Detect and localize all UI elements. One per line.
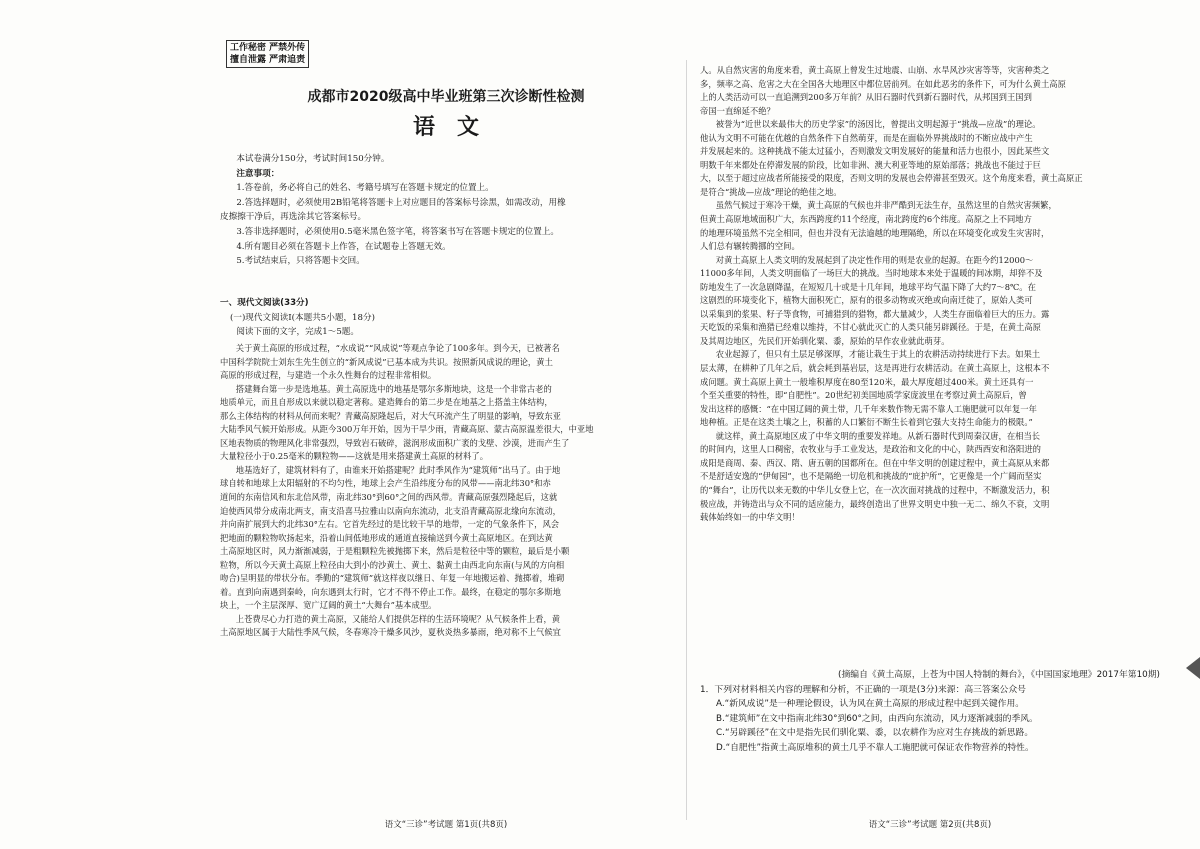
passage-line: 大陆季风气候开始形成。从距今300万年开始，因为干旱少雨，青藏高原、蒙古高原温差很大，中亚地	[220, 424, 594, 435]
question-1	[700, 668, 1160, 755]
passage-line: 帝国一直绵延不绝？	[700, 105, 775, 116]
passage-line: 极应战，并铸造出与众不同的适应能力，最终创造出了世界文明史中独一无二、绵久不衰，文明	[700, 498, 1050, 509]
passage-line: 土高原地区时，风力渐渐减弱，于是粗颗粒先被抛掷下来，然后是粒径中等的颗粒，最后是小颗	[220, 546, 570, 557]
passage-line: 地基选好了，建筑材料有了，由谁来开始搭建呢？此时季风作为“建筑师”出马了。由于地	[235, 464, 561, 475]
passage-line: 中国科学院院士刘东生先生创立的“新风成说”已基本成为共识。按照新风成说的理论，黄土	[220, 356, 553, 367]
passage-line: 关于黄土高原的形成过程，“水成说”“风成说”等观点争论了100多年。到今天，已被著名	[235, 343, 560, 353]
stamp-line-2: 擅自泄露 严肃追责	[230, 55, 306, 65]
passage-line: 防地发生了一次急剧降温，在短短几十或是十几年间，地球平均气温下降了大约7～8℃。在	[700, 281, 1036, 292]
passage-line: 11000多年间，人类文明面临了一场巨大的挑战。当时地球本来处于温暖的间冰期，却猝不及	[700, 268, 1043, 279]
instructions-intro: 本试卷满分150分，考试时间150分钟。	[236, 154, 390, 164]
instructions	[220, 152, 672, 269]
passage-line: 上苍费尽心力打造的黄土高原，又能给人们提供怎样的生活环境呢？从气候条件上看，黄	[235, 613, 561, 624]
exam-title: 成都市2020级高中毕业班第三次诊断性检测	[307, 89, 585, 105]
passage-line: 球自转和地球上太阳辐射的不均匀性，地球上会产生沿纬度分布的风带——南北纬30°和赤	[220, 478, 551, 489]
passage-line: 大，以至于超过应战者所能接受的限度，否则文明的发展也会停滞甚至毁灭。这个角度来看，黄土高原正	[700, 173, 1083, 184]
passage-line: 的“舞台”，让历代以来无数的中华儿女登上它，在一次次面对挑战的过程中，不断激发活力，积	[700, 484, 1050, 495]
passage-line: 着。直到向南遇到秦岭，向东遇到太行时，它才不得不停止工作。最终，在稳定的鄂尔多斯地	[220, 586, 561, 597]
passage-line: 成问题。黄土高原上黄土一般堆积厚度在80至120米，最大厚度超过400米。黄土还具有一	[700, 376, 1034, 387]
note-line: 5.考试结束后，只将答题卡交回。	[236, 256, 365, 267]
passage-line: 区地表物质的物理风化非常强烈，导致岩石破碎，滋润形成面积广袤的戈壁、沙漠，进而产生了	[220, 437, 570, 448]
passage-line: 载体始终如一的中华文明！	[700, 512, 800, 523]
option-a: A.“新风成说”是一种理论假设，认为风在黄土高原的形成过程中起到关键作用。	[716, 699, 1025, 709]
exam-page-2	[700, 40, 1160, 830]
note-line: 4.所有题目必须在答题卡上作答，在试题卷上答题无效。	[236, 241, 451, 252]
passage-line: 以采集到的浆果、籽子等食物，可捕猎到的猎物，都大量减少，人类生存面临着巨大的压力。露	[700, 308, 1050, 319]
passage-line: 多，频率之高、危害之大在全国各大地理区中都位居前列。在如此恶劣的条件下，可为什么黄土高原	[700, 78, 1066, 89]
passage-line: 高原的形成过程，与建造一个永久性舞台的过程非常相似。	[220, 370, 437, 381]
passage-line: 层太薄，在耕种了几年之后，就会耗到基岩层，这是再进行农耕活动。在黄土高原上，这根本不	[700, 363, 1050, 374]
passage-line: 粒物，所以今天黄土高原上粒径由大到小的沙黄土、黄土、黏黄土由西北向东南(与风的方向相	[220, 559, 565, 570]
passage-line: 吻合)呈明显的带状分布。季勤的“建筑师”就这样夜以继日、年复一年地搬运着、抛掷着，堆砌	[220, 573, 565, 584]
note-line: 1.答卷前，务必将自己的姓名、考籍号填写在答题卡规定的位置上。	[236, 183, 494, 194]
page-divider	[686, 60, 687, 820]
note-line: 3.答非选择题时，必须使用0.5毫米黑色签字笔，将答案书写在答题卡规定的位置上。	[236, 226, 559, 237]
passage-line: 并发展起来的。这种挑战不能太过猛小，否则激发文明发展好的能量和活力也很小，因此某些文	[700, 146, 1050, 157]
passage-right	[700, 64, 1160, 525]
passage-line: 不是舒适安逸的“伊甸园”，也不是隔绝一切危机和挑战的“庇护所”，它更像是一个广阔而坚实	[700, 471, 1042, 482]
section-heading: 一、现代文阅读(33分)	[220, 298, 309, 308]
option-d: D.“自肥性”指黄土高原堆积的黄土几乎不靠人工施肥就可保证农作物营养的特性。	[716, 742, 1034, 753]
stamp-line-1: 工作秘密 严禁外传	[230, 43, 306, 53]
passage-line: 是符合“挑战—应战”理论的绝佳之地。	[700, 186, 842, 197]
page-footer: 语文“三诊”考试题 第2页(共8页)	[868, 820, 992, 830]
note-line: 皮擦擦干净后，再选涂其它答案标号。	[220, 212, 367, 223]
passage-line: 人们总有辗转腾挪的空间。	[700, 241, 800, 252]
passage-line: 迫使西风带分成南北两支，南支沿喜马拉雅山以南向东流动，北支沿青藏高原北缘向东流动，	[220, 505, 561, 516]
reading-section-header	[220, 296, 672, 340]
passage-line: 地质单元，而且自形成以来就以稳定著称。建造舞台的第二步是在地基之上搭盖主体结构，	[220, 397, 553, 408]
passage-line: 明数千年来都处在停滞发展的阶段，比如非洲、澳大利亚等地的原始部落；挑战也不能过于巨	[700, 159, 1041, 170]
source-citation: (摘编自《黄土高原，上苍为中国人特制的舞台》，《中国国家地理》2017年第10期)	[838, 670, 1160, 680]
passage-line: 发出这样的感慨：“在中国辽阔的黄土带，几千年来数作物无需不靠人工施肥就可以年复一年	[700, 403, 1037, 414]
passage-line: 被誉为“近世以来最伟大的历史学家”的汤因比，曾提出文明起源于“挑战—应战”的理论。	[715, 119, 1041, 130]
passage-line: 人。从自然灾害的角度来看，黄土高原上曾发生过地震、山崩、水旱风沙灾害等等，灾害种类之	[700, 65, 1050, 75]
question-stem: 1．下列对材料相关内容的理解和分析，不正确的一项是(3分)来源：高三答案公众号	[700, 684, 1026, 695]
option-b: B.“建筑师”在文中指南北纬30°到60°之间，由西向东流动，风力逐渐减弱的季风。	[716, 713, 1038, 724]
passage-line: 农业起源了，但只有土层足够深厚，才能让栽生于其上的农耕活动持续进行下去。如果土	[715, 349, 1041, 360]
notes-heading: 注意事项：	[236, 168, 280, 179]
left-triangle-arrow-icon[interactable]	[1186, 657, 1200, 679]
passage-line: 成阳是商周、秦、西汉、隋、唐五朝的国都所在。但在中华文明的创建过程中，黄土高原从来都	[700, 457, 1050, 468]
passage-line: 搭建舞台第一步是选地基。黄土高原选中的地基是鄂尔多斯地块，这是一个非常古老的	[235, 383, 552, 394]
confidential-stamp	[226, 40, 309, 68]
passage-line: 这剧烈的环境变化下，植物大面积死亡，原有的很多动物或灭绝或向南迁徙了，原始人类可	[700, 295, 1033, 306]
page-footer: 语文“三诊”考试题 第1页(共8页)	[384, 820, 508, 830]
exam-page-1	[220, 40, 672, 830]
passage-line: 及其周边地区，先民们开始驯化粟、黍，原始的早作农业就此萌芽。	[700, 335, 950, 346]
passage-line: 道间的东南信风和东北信风带，南北纬30°到60°之间的西风带。青藏高原强烈隆起后，这就	[220, 492, 558, 503]
passage-line: 但黄土高原地域面积广大，东西跨度约11个经度，南北跨度约6个纬度。高原之上不同地方	[700, 214, 1032, 225]
passage-line: 土高原地区属于大陆性季风气候，冬春寒冷干燥多风沙，夏秋炎热多暴雨，绝对称不上气候宜	[220, 627, 561, 638]
passage-line: 的时间内，这里人口稠密，农牧业与手工业发达，是政治和文化的中心，陕西西安和洛阳进的	[700, 444, 1041, 455]
reading-prompt: 阅读下面的文字，完成1～5题。	[236, 327, 359, 338]
passage-line: 上的人类活动可以一直追溯到200多万年前？从旧石器时代到新石器时代，从邦国到王国到	[700, 92, 1032, 103]
passage-line: 对黄土高原上人类文明的发展起到了决定性作用的则是农业的起源。在距今约12000～	[715, 254, 1034, 265]
passage-line: 天吃饭的采集和渔猎已经难以维持，不甘心就此灭亡的人类只能另辟蹊径。于是，在黄土高原	[700, 322, 1041, 333]
option-c: C.“另辟蹊径”在文中是指先民们驯化粟、黍，以农耕作为应对生存挑战的新思路。	[716, 728, 1034, 738]
passage-line: 地种植。正是在这类土壤之上，积蓄的人口繁衍不断生长着到它强大支持生命能力的极限。”	[700, 417, 1033, 428]
note-line: 2.答选择题时，必须使用2B铅笔将答题卡上对应题目的答案标号涂黑，如需改动，用橡	[236, 197, 566, 208]
passage-line: 虽然气候过于寒冷干燥，黄土高原的气候也并非严酷到无法生存，虽然这里的自然灾害频繁，	[715, 200, 1057, 211]
passage-line: 把地面的颗粒物吹扬起来，沿着山间低地形成的通道直接输送到今黄土高原地区。在到达黄	[220, 532, 553, 543]
passage-line: 他认为文明不可能在优越的自然条件下自然萌芽，而是在面临外界挑战时的不断应战中产生	[700, 132, 1033, 143]
passage-line: 的地理环境虽然不完全相同，但也并没有无法逾越的地理隔绝，所以在环境变化或发生灾害时，	[700, 227, 1050, 238]
passage-line: 就这样，黄土高原地区成了中华文明的重要发祥地。从新石器时代到周秦汉唐，在相当长	[715, 430, 1041, 441]
passage-left	[220, 342, 672, 640]
passage-line: 块上，一个主层深厚、宽广辽阔的黄土“大舞台”基本成型。	[220, 600, 437, 611]
passage-line: 并向南扩展到大约北纬30°左右。它首先经过的是比较干旱的地带，一定的气象条件下，风会	[220, 519, 560, 530]
passage-line: 大量粒径小于0.25毫米的颗粒物——这就是用来搭建黄土高原的材料了。	[220, 451, 489, 462]
passage-line: 那么主体结构的材料从何而来呢？青藏高原隆起后，对大气环流产生了明显的影响，导致东亚	[220, 410, 561, 421]
subsection-heading: (一)现代文阅读Ⅰ(本题共5小题，18分)	[230, 312, 375, 323]
subject-title: 语文	[412, 115, 501, 140]
passage-line: 个至关重要的特性，即“自肥性”。20世纪初美国地质学家庞波里在考察过黄土高原后，曾	[700, 390, 1027, 401]
